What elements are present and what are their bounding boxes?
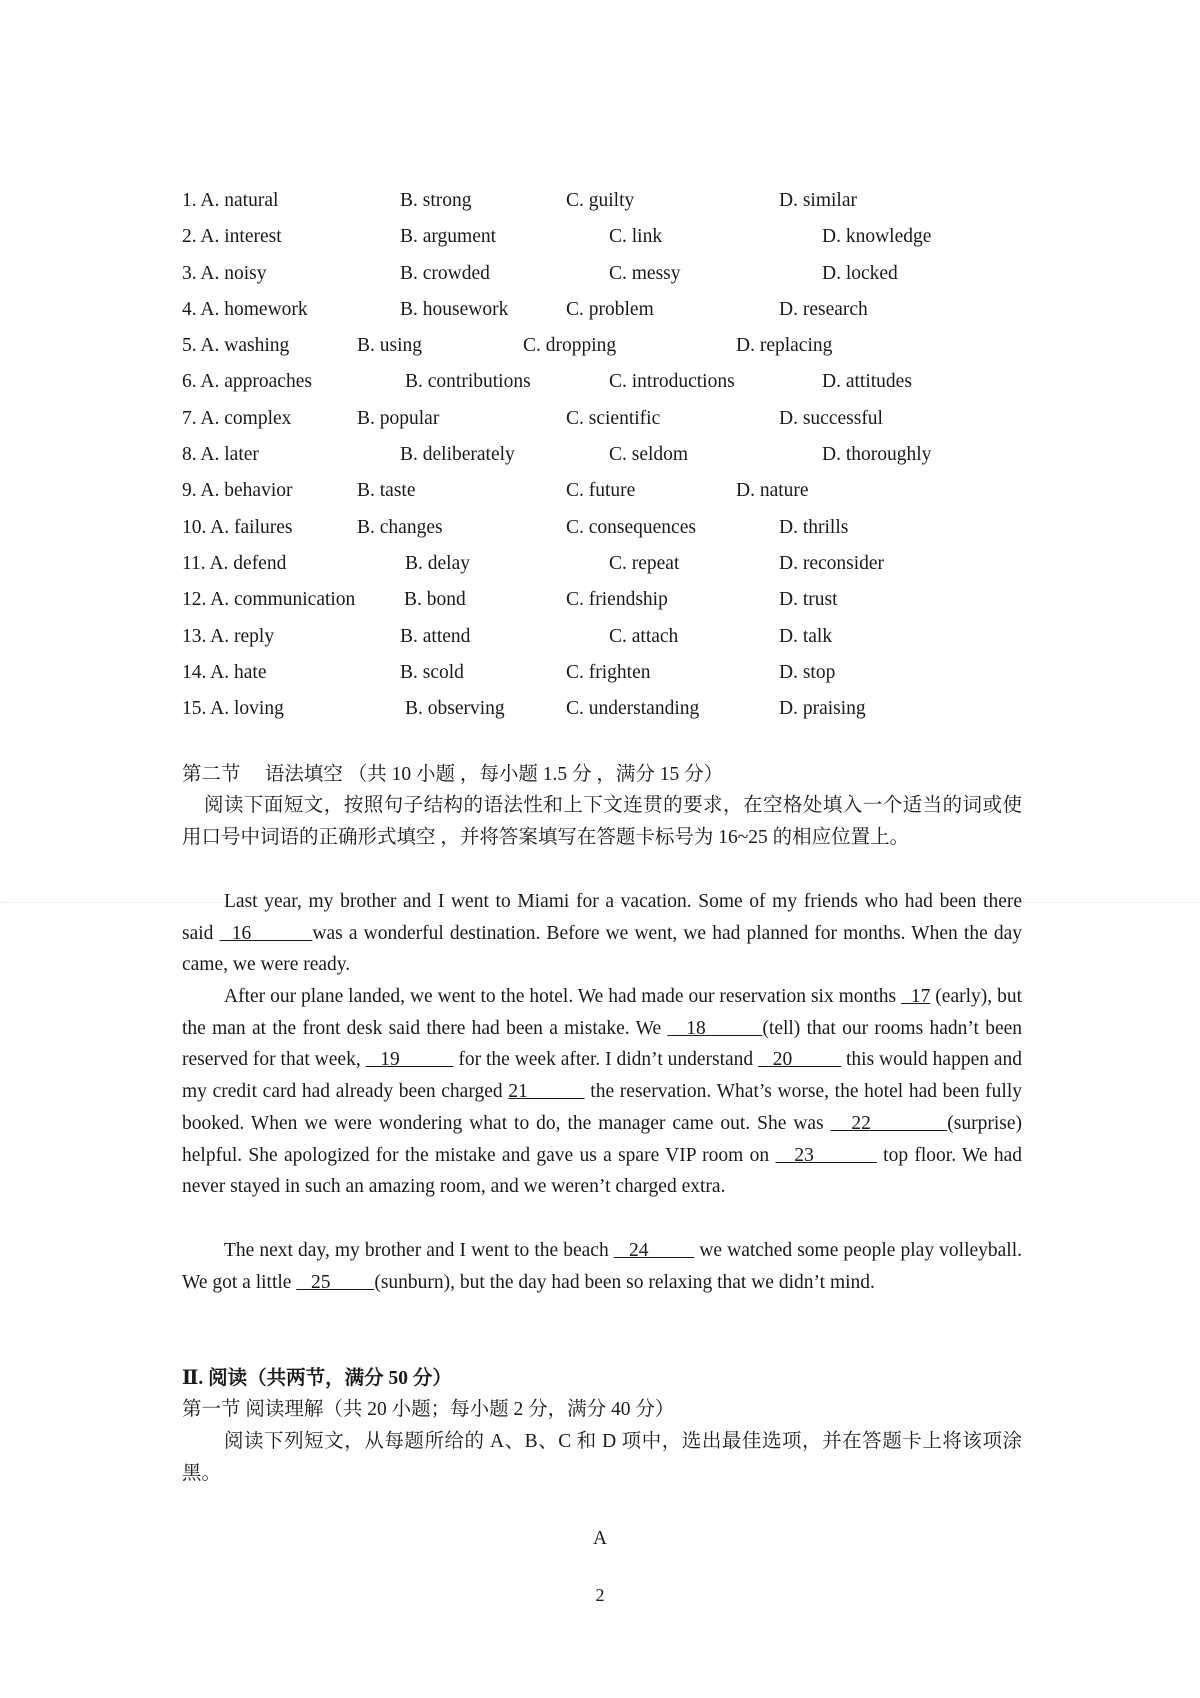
option-c: C. problem bbox=[566, 298, 654, 320]
blank-17: 17 bbox=[901, 986, 931, 1007]
option-b: B. popular bbox=[357, 407, 440, 429]
cloze-options bbox=[182, 186, 1082, 730]
blank-19: 19 bbox=[365, 1049, 454, 1071]
part2-subheading: 第一节 阅读理解（共 20 小题；每小题 2 分，满分 40 分） bbox=[182, 1399, 675, 1420]
paragraph-text: (tell) that our rooms hadn’t been reserved for that week, bbox=[182, 1017, 1023, 1071]
option-b: B. strong bbox=[400, 190, 472, 211]
option-d: D. attitudes bbox=[822, 371, 912, 393]
option-a: 1. A. natural bbox=[182, 190, 279, 211]
option-b: B. scold bbox=[400, 661, 464, 683]
paragraph-text: The next day, my brother and I went to the beach bbox=[224, 1240, 614, 1261]
option-d: D. thrills bbox=[779, 516, 849, 538]
option-d: D. successful bbox=[779, 407, 883, 429]
option-a: 7. A. complex bbox=[182, 407, 292, 429]
option-row bbox=[182, 222, 1082, 258]
paragraph-text: (early), but the man at the front desk said there had been a mistake. We bbox=[182, 986, 1022, 1039]
option-d: D. research bbox=[779, 298, 868, 320]
option-c: C. attach bbox=[609, 625, 679, 647]
option-a: 3. A. noisy bbox=[182, 262, 267, 284]
option-c: C. introductions bbox=[609, 371, 735, 393]
paragraph-text: After our plane landed, we went to the hotel. We had made our reservation six months bbox=[224, 986, 901, 1007]
option-c: C. link bbox=[609, 226, 663, 248]
option-b: B. observing bbox=[405, 698, 505, 720]
paragraph-text: Last year, my brother and I went to Miami for a vacation. Some of my friends who had been there said bbox=[182, 891, 1022, 944]
blank-25: 25 bbox=[296, 1271, 375, 1293]
option-d: D. praising bbox=[779, 698, 866, 720]
option-d: D. thoroughly bbox=[822, 444, 932, 466]
option-b: B. contributions bbox=[405, 371, 531, 393]
section2-instructions: 阅读下面短文，按照句子结构的语法性和上下文连贯的要求，在空格处填入一个适当的词或使用口号中词语的正确形式填空 ，并将答案填写在答题卡标号为 16~25 的相应位置上。 bbox=[182, 795, 1022, 848]
paragraph-text: we watched some people play volleyball. We got a little bbox=[182, 1240, 1023, 1293]
option-b: B. bond bbox=[404, 589, 466, 611]
passage-label: A bbox=[592, 1528, 608, 1549]
option-b: B. crowded bbox=[400, 262, 490, 284]
option-d: D. reconsider bbox=[779, 552, 885, 574]
option-b: B. housework bbox=[400, 298, 509, 320]
option-d: D. trust bbox=[779, 589, 838, 611]
option-row bbox=[182, 622, 1082, 658]
option-b: B. deliberately bbox=[400, 444, 515, 466]
option-a: 14. A. hate bbox=[182, 661, 267, 683]
paragraph-text: this would happen and my credit card had already been charged bbox=[182, 1049, 1023, 1103]
option-a: 15. A. loving bbox=[182, 698, 284, 720]
option-row bbox=[182, 295, 1082, 331]
option-c: C. seldom bbox=[609, 444, 689, 466]
option-row bbox=[182, 404, 1082, 440]
blank-24: 24 bbox=[613, 1240, 695, 1261]
option-c: C. dropping bbox=[523, 335, 617, 357]
blank-18: 18 bbox=[667, 1017, 763, 1039]
paragraph-text: (sunburn), but the day had been so relaxing that we didn’t mind. bbox=[374, 1271, 875, 1293]
option-c: C. future bbox=[566, 480, 636, 502]
option-d: D. knowledge bbox=[822, 226, 932, 248]
option-c: C. frighten bbox=[566, 661, 651, 683]
option-c: C. repeat bbox=[609, 552, 680, 574]
option-a: 10. A. failures bbox=[182, 516, 293, 538]
option-a: 4. A. homework bbox=[182, 298, 308, 320]
passage-paragraph bbox=[182, 886, 1022, 981]
paragraph-text: was a wonderful destination. Before we went, we had planned for months. When the day came, we were ready. bbox=[182, 922, 1022, 976]
option-a: 2. A. interest bbox=[182, 226, 282, 248]
option-a: 6. A. approaches bbox=[182, 371, 312, 393]
option-row bbox=[182, 186, 1082, 222]
option-d: D. talk bbox=[779, 625, 833, 647]
option-b: B. attend bbox=[400, 625, 471, 647]
option-row bbox=[182, 513, 1082, 549]
option-row bbox=[182, 440, 1082, 476]
part2-heading: Ⅱ. 阅读（共两节，满分 50 分） bbox=[182, 1368, 452, 1389]
option-a: 5. A. washing bbox=[182, 335, 290, 357]
option-row bbox=[182, 367, 1082, 403]
option-a: 9. A. behavior bbox=[182, 480, 293, 502]
option-c: C. scientific bbox=[566, 407, 661, 429]
option-d: D. replacing bbox=[736, 335, 833, 357]
page-number: 2 bbox=[595, 1585, 605, 1605]
blank-20: 20 bbox=[758, 1049, 842, 1071]
option-d: D. nature bbox=[736, 480, 809, 502]
option-c: C. friendship bbox=[566, 589, 668, 611]
option-c: C. consequences bbox=[566, 516, 696, 538]
option-a: 11. A. defend bbox=[182, 552, 287, 574]
option-b: B. using bbox=[357, 335, 423, 357]
section2-heading: 第二节 语法填空 （共 10 小题 ，每小题 1.5 分 ，满分 15 分） bbox=[182, 764, 724, 785]
option-d: D. similar bbox=[779, 190, 857, 211]
option-b: B. taste bbox=[357, 480, 416, 502]
blank-23: 23 bbox=[775, 1144, 877, 1166]
option-c: C. guilty bbox=[566, 190, 635, 211]
blank-22: 22 bbox=[830, 1112, 948, 1134]
option-d: D. stop bbox=[779, 661, 836, 683]
option-row bbox=[182, 549, 1082, 585]
paragraph-text: for the week after. I didn’t understand bbox=[453, 1049, 759, 1071]
paragraph-text: (surprise) helpful. She apologized for the mistake and gave us a spare VIP room on bbox=[182, 1112, 1023, 1166]
option-row bbox=[182, 694, 1082, 730]
option-row bbox=[182, 585, 1082, 621]
option-c: C. understanding bbox=[566, 698, 700, 720]
paragraph-text: the reservation. What’s worse, the hotel had been fully booked. When we were wondering what to do, the manager came out. She was bbox=[182, 1081, 1023, 1134]
option-b: B. changes bbox=[357, 516, 443, 538]
option-b: B. argument bbox=[400, 226, 497, 248]
option-row bbox=[182, 658, 1082, 694]
blank-16: 16 bbox=[219, 922, 313, 944]
blank-21: 21 bbox=[508, 1081, 585, 1103]
option-a: 8. A. later bbox=[182, 444, 259, 466]
paragraph-text: top floor. We had never stayed in such an amazing room, and we weren’t charged extra. bbox=[182, 1144, 1023, 1198]
passage-paragraph bbox=[182, 981, 1022, 1203]
passage-paragraph bbox=[182, 1235, 1022, 1298]
option-a: 12. A. communication bbox=[182, 589, 356, 611]
option-row bbox=[182, 476, 1082, 512]
option-b: B. delay bbox=[405, 552, 470, 574]
option-row bbox=[182, 331, 1082, 367]
option-a: 13. A. reply bbox=[182, 625, 275, 647]
option-row bbox=[182, 259, 1082, 295]
option-d: D. locked bbox=[822, 262, 898, 284]
option-c: C. messy bbox=[609, 262, 681, 284]
part2-instructions: 阅读下列短文，从每题所给的 A、B、C 和 D 项中，选出最佳选项，并在答题卡上将该项涂黑。 bbox=[182, 1431, 1022, 1484]
